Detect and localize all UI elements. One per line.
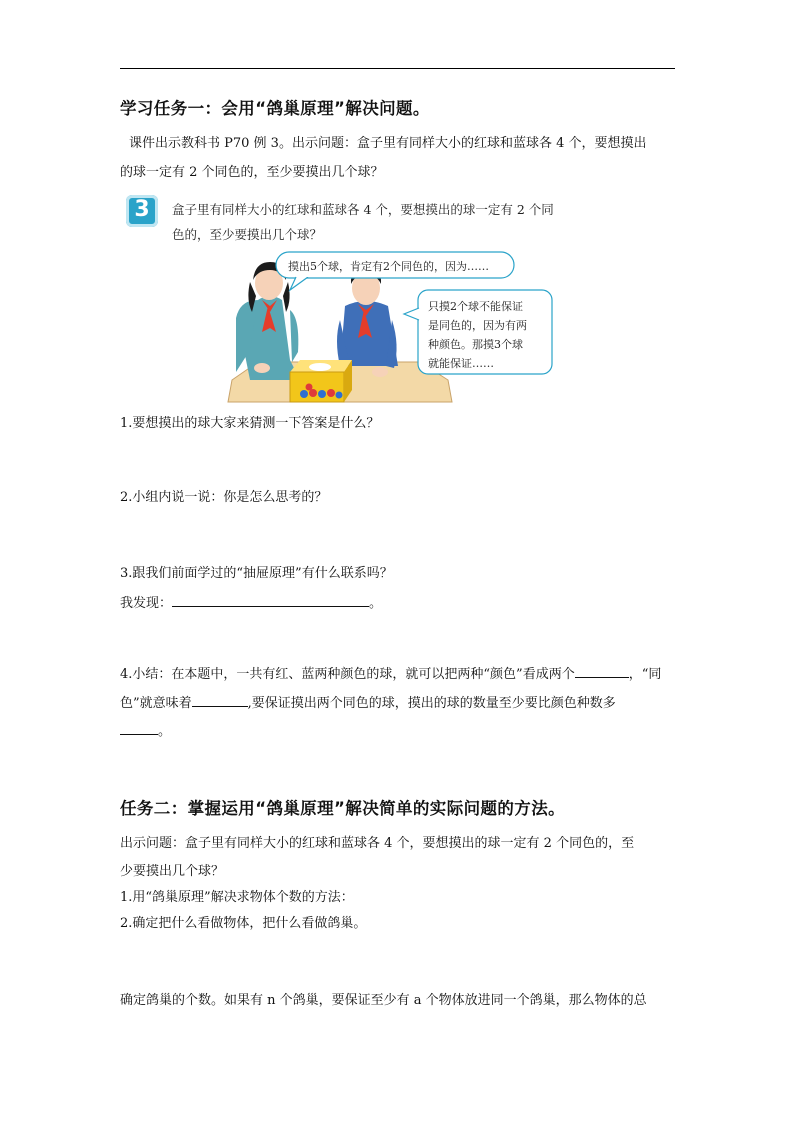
summary-text-a: 4.小结：在本题中，一共有红、蓝两种颜色的球，就可以把两种“颜色”看成两个 [120,667,575,682]
question-2: 2.小组内说一说：你是怎么思考的？ [120,490,328,505]
speech-bubble-right-line2: 是同色的，因为有两 [428,319,527,332]
ball-box [290,360,352,402]
speech-bubble-right-line3: 种颜色。那摸3个球 [428,338,523,351]
task2-intro-line1: 出示问题：盒子里有同样大小的红球和蓝球各 4 个，要想摸出的球一定有 2 个同色的，至 [120,836,635,851]
summary-line3 [120,720,171,739]
summary-blank-1[interactable] [575,665,629,678]
task1-intro-line1: 课件出示教科书 P70 例 3。出示问题：盒子里有同样大小的红球和蓝球各 4 个，要想摸出 [129,136,647,151]
summary-blank-2[interactable] [192,694,248,707]
example-text-line1: 盒子里有同样大小的红球和蓝球各 4 个，要想摸出的球一定有 2 个同 [172,202,554,217]
question-3-answer [120,592,382,611]
illustration [0,0,794,410]
task2-intro-line2: 少要摸出几个球？ [120,864,225,879]
girl-figure [236,262,300,380]
speech-bubble-left-text: 摸出5个球，肯定有2个同色的，因为…… [288,260,489,273]
speech-bubble-right-line4: 就能保证…… [428,357,494,370]
task2-item-3: 确定鸽巢的个数。如果有 n 个鸽巢，要保证至少有 a 个物体放进同一个鸽巢，那么物体的总 [120,993,647,1008]
summary-text-d: ,要保证摸出两个同色的球，摸出的球的数量至少要比颜色种数多 [247,696,616,711]
answer-blank[interactable] [172,594,369,607]
summary-text-e: 。 [158,724,172,739]
summary-line2 [120,692,616,711]
example-text-line2: 色的，至少要摸出几个球？ [172,227,323,242]
summary-text-c: 色”就意味着 [120,696,192,711]
answer-suffix: 。 [369,596,383,611]
task2-item-2: 2.确定把什么看做物体，把什么看做鸽巢。 [120,916,367,931]
task2-item-1: 1.用“鸽巢原理”解决求物体个数的方法： [120,890,354,905]
task1-title: 学习任务一：会用“鸽巢原理”解决问题。 [120,99,430,118]
summary-blank-3[interactable] [120,722,158,735]
task1-intro-line2: 的球一定有 2 个同色的，至少要摸出几个球？ [120,165,384,180]
answer-prefix: 我发现： [120,596,173,611]
task2-title: 任务二：掌握运用“鸽巢原理”解决简单的实际问题的方法。 [120,799,565,818]
example-number: 3 [134,197,150,222]
question-1: 1.要想摸出的球大家来猜测一下答案是什么？ [120,416,380,431]
speech-bubble-right-line1: 只摸2个球不能保证 [428,300,523,313]
summary-line1 [120,663,661,682]
question-3: 3.跟我们前面学过的“抽屉原理”有什么联系吗？ [120,566,393,581]
summary-text-b: ，“同 [628,667,662,682]
